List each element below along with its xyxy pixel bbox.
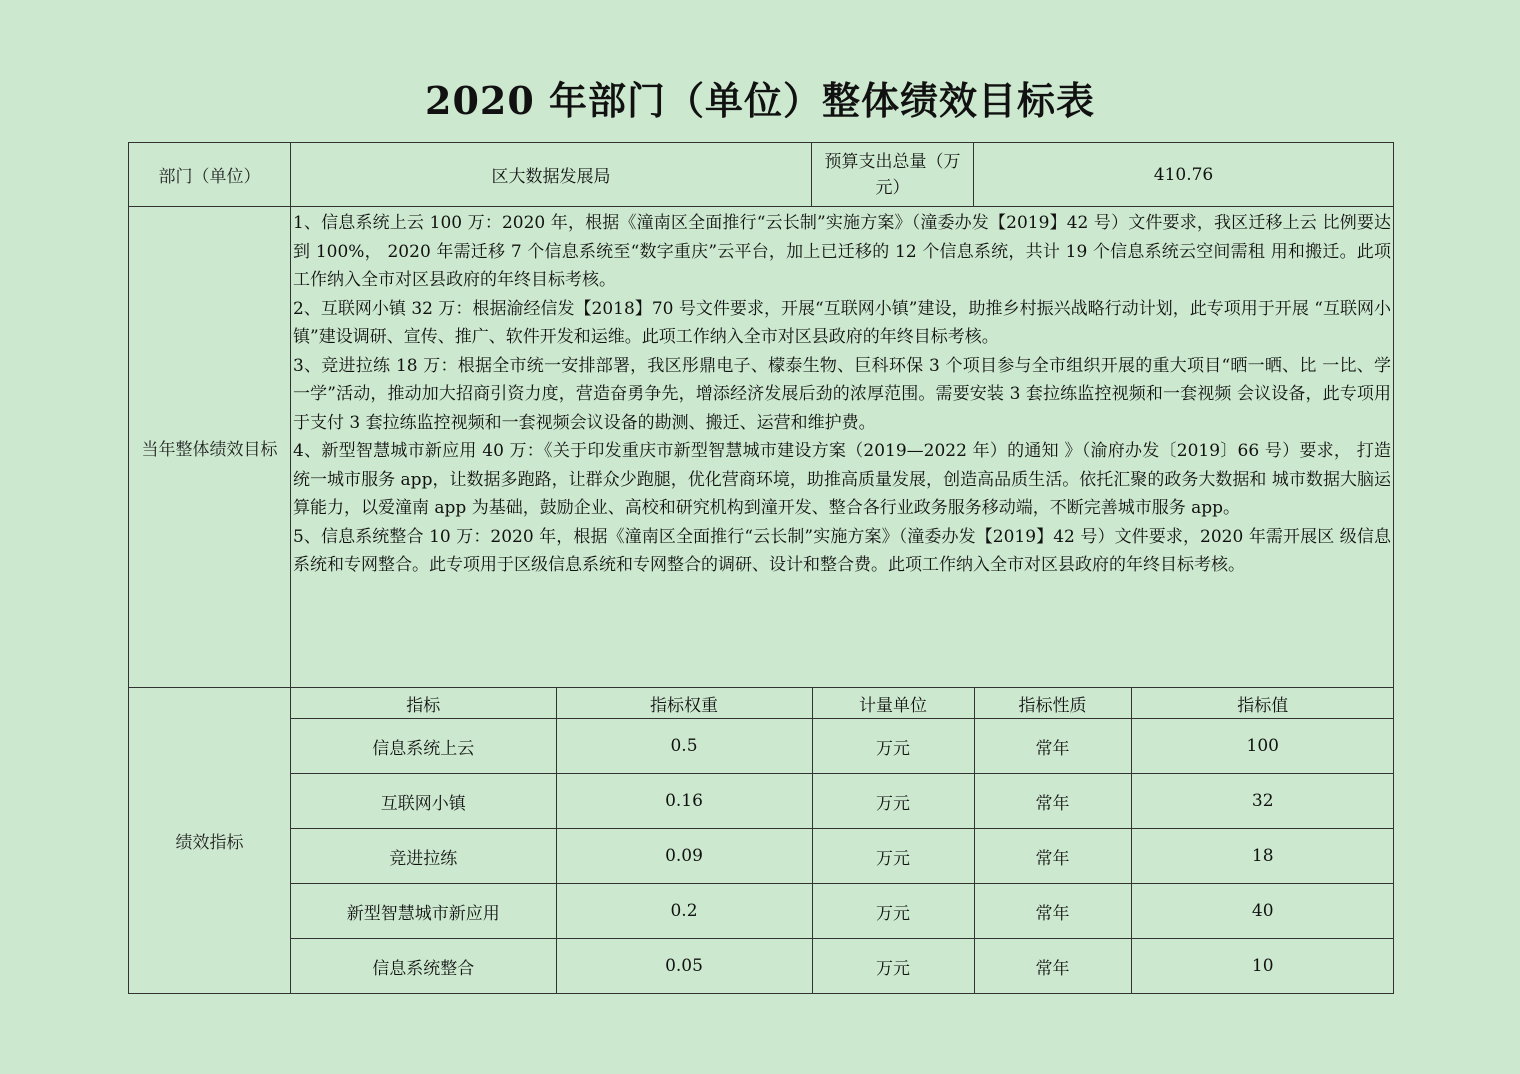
indicator-name: 新型智慧城市新应用 — [291, 884, 556, 939]
column-header: 指标值 — [1131, 688, 1394, 719]
budget-value: 410.76 — [974, 143, 1394, 207]
indicator-weight: 0.16 — [556, 774, 812, 829]
indicator-nature: 常年 — [974, 774, 1131, 829]
budget-label-line2: 元） — [875, 177, 910, 198]
indicator-name: 信息系统上云 — [291, 719, 556, 774]
indicator-value: 10 — [1131, 939, 1394, 994]
goal-paragraph: 2、互联网小镇 32 万：根据渝经信发【2018】70 号文件要求，开展“互联网小镇”建设，助推乡村振兴战略行动计划，此专项用于开展 “互联网小镇”建设调研、宣传、推广、软件开发和运维。此项工作纳入全市对区县政府的年终目标考核。 — [293, 298, 1392, 347]
indicator-nature: 常年 — [974, 719, 1131, 774]
indicator-value: 18 — [1131, 829, 1394, 884]
dept-label: 部门（单位） — [129, 143, 291, 207]
indicator-value: 32 — [1131, 774, 1394, 829]
indicators-cell — [291, 688, 1394, 994]
indicators-section — [129, 688, 1394, 994]
dept-value: 区大数据发展局 — [291, 143, 812, 207]
goal-paragraph: 1、信息系统上云 100 万：2020 年，根据《潼南区全面推行“云长制”实施方案》（潼委办发【2019】42 号）文件要求，我区迁移上云 比例要达到 100%， 2020 年需迁移 7 个信息系统至“数字重庆”云平台，加上已迁移的 12 个信息系统，共计 19 个信息系统云空间需租 用和搬迁。此项工作纳入全市对区县政府的年终目标考核。 — [293, 213, 1392, 290]
indicators-table — [291, 688, 1394, 993]
column-header: 指标性质 — [974, 688, 1131, 719]
indicator-weight: 0.05 — [556, 939, 812, 994]
indicator-unit: 万元 — [812, 939, 974, 994]
goals-text — [291, 207, 1394, 688]
table-row — [291, 829, 1394, 884]
indicator-unit: 万元 — [812, 884, 974, 939]
column-header: 计量单位 — [812, 688, 974, 719]
indicator-name: 信息系统整合 — [291, 939, 556, 994]
goal-paragraph: 5、信息系统整合 10 万：2020 年，根据《潼南区全面推行“云长制”实施方案》（潼委办发【2019】42 号）文件要求，2020 年需开展区 级信息系统和专网整合。此专项用于区级信息系统和专网整合的调研、设计和整合费。此项工作纳入全市对区县政府的年终目标考核。 — [293, 526, 1392, 575]
goal-paragraph: 4、新型智慧城市新应用 40 万：《关于印发重庆市新型智慧城市建设方案（2019—2022 年）的通知 》（渝府办发〔2019〕66 号）要求， 打造统一城市服务 app，让数据多跑路，让群众少跑腿，优化营商环境，助推高质量发展，创造高品质生活。依托汇聚的政务大数据和 城市数据大脑运算能力，以爱潼南 app 为基础，鼓励企业、高校和研究机构到潼开发、整合各行业政务服务移动端，不断完善城市服务 app。 — [293, 441, 1392, 518]
goals-row — [129, 207, 1394, 688]
indicator-name: 竞进拉练 — [291, 829, 556, 884]
column-header: 指标权重 — [556, 688, 812, 719]
indicator-name: 互联网小镇 — [291, 774, 556, 829]
table-row — [291, 884, 1394, 939]
indicator-unit: 万元 — [812, 774, 974, 829]
indicators-header-row — [291, 688, 1394, 719]
table-row — [291, 774, 1394, 829]
goals-label: 当年整体绩效目标 — [129, 207, 291, 688]
page-title: 2020 年部门（单位）整体绩效目标表 — [425, 78, 1095, 123]
performance-table — [128, 142, 1394, 994]
indicator-nature: 常年 — [974, 884, 1131, 939]
budget-label-line1: 预算支出总量（万 — [824, 151, 961, 172]
indicator-unit: 万元 — [812, 719, 974, 774]
indicator-weight: 0.2 — [556, 884, 812, 939]
indicator-weight: 0.09 — [556, 829, 812, 884]
goal-paragraph: 3、竞进拉练 18 万：根据全市统一安排部署，我区彤鼎电子、檬泰生物、巨科环保 3 个项目参与全市组织开展的重大项目“晒一晒、比 一比、学一学”活动，推动加大招商引资力度，营造奋勇争先，增添经济发展后劲的浓厚范围。需要安装 3 套拉练监控视频和一套视频 会议设备，此专项用于支付 3 套拉练监控视频和一套视频会议设备的勘测、搬迁、运营和维护费。 — [293, 355, 1392, 433]
indicator-weight: 0.5 — [556, 719, 812, 774]
column-header: 指标 — [291, 688, 556, 719]
table-row — [291, 719, 1394, 774]
indicator-unit: 万元 — [812, 829, 974, 884]
budget-label — [812, 143, 974, 207]
indicator-nature: 常年 — [974, 939, 1131, 994]
header-row — [129, 143, 1394, 207]
indicator-nature: 常年 — [974, 829, 1131, 884]
indicator-value: 100 — [1131, 719, 1394, 774]
indicator-value: 40 — [1131, 884, 1394, 939]
indicators-label: 绩效指标 — [129, 688, 291, 994]
table-row — [291, 939, 1394, 994]
